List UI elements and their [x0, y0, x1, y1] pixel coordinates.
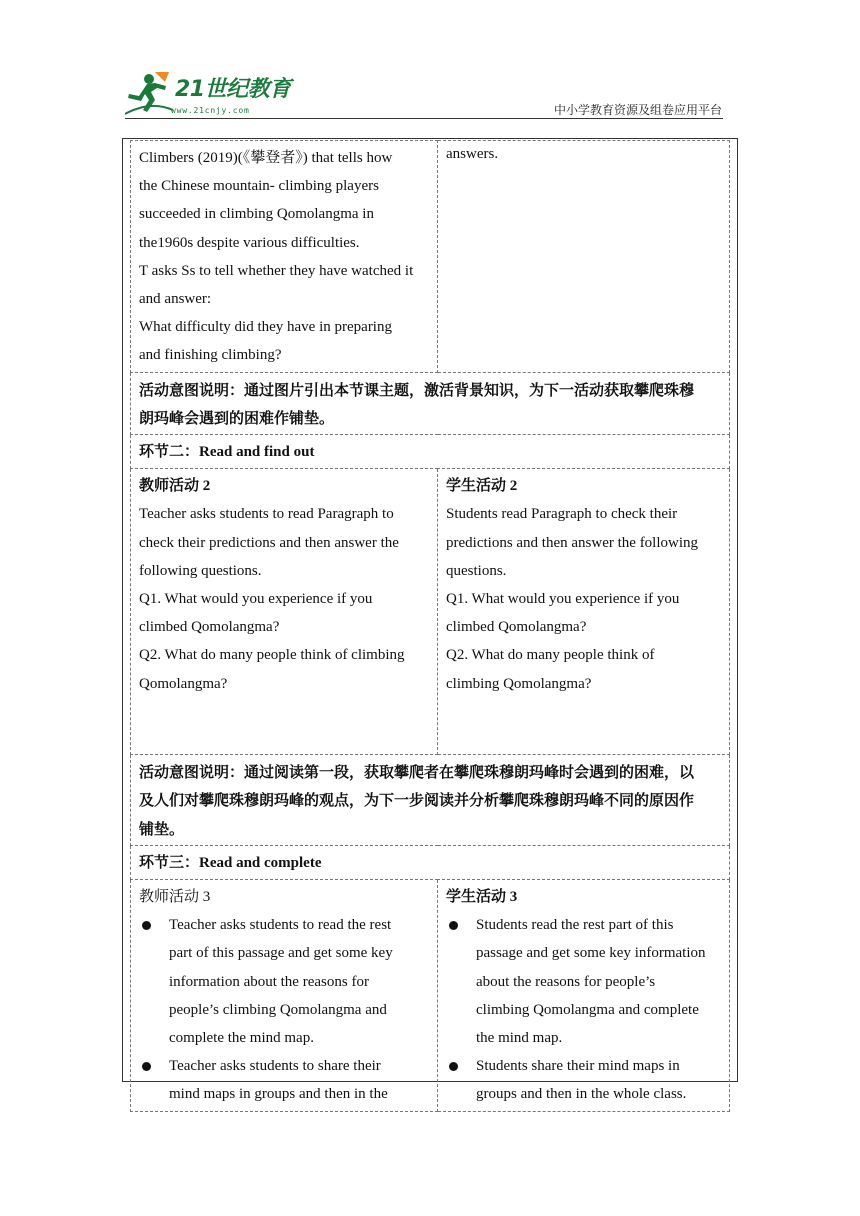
bullet-icon — [449, 1062, 458, 1071]
student-activity-2-title: 学生活动 2 — [446, 478, 518, 495]
table-row — [131, 880, 730, 1112]
bullet-item — [446, 1052, 723, 1108]
text-line: 活动意图说明：通过图片引出本节课主题，激活背景知识，为下一活动获取攀爬珠穆 — [139, 380, 695, 399]
student-activity-1-cell — [438, 141, 730, 373]
text-line: and finishing climbing? — [139, 347, 282, 364]
runner-icon — [125, 70, 175, 116]
text-line: Students read the rest part of this — [476, 917, 674, 934]
teacher-activity-1-cell — [131, 141, 438, 373]
text-line: the1960s despite various difficulties. — [139, 234, 360, 251]
table-row — [131, 372, 730, 434]
text-line: information about the reasons for — [169, 973, 369, 990]
activity-intent-2 — [131, 755, 730, 846]
activity-table — [130, 140, 730, 1112]
teacher-activity-2-cell — [131, 469, 438, 755]
text-line: T asks Ss to tell whether they have watched it — [139, 262, 414, 279]
teacher-activity-2-title: 教师活动 2 — [139, 478, 211, 495]
text-line: Students read Paragraph to check their — [446, 506, 678, 523]
text-line: about the reasons for people’s — [476, 973, 656, 990]
page-header — [0, 0, 860, 120]
student-activity-2-cell — [438, 469, 730, 755]
text-line: Students share their mind maps in — [476, 1058, 680, 1075]
lesson-plan-document — [122, 138, 738, 1103]
text-line: people’s climbing Qomolangma and — [169, 1001, 387, 1018]
text-line: climbing Qomolangma? — [446, 675, 592, 692]
text-line: following questions. — [139, 562, 262, 579]
text-line: the mind map. — [476, 1030, 563, 1047]
text-line: 铺垫。 — [139, 819, 185, 838]
text-line: Teacher asks students to share their — [169, 1058, 381, 1075]
text-line: succeeded in climbing Qomolangma in — [139, 206, 374, 223]
text-line: Qomolangma? — [139, 675, 228, 692]
header-divider — [125, 118, 723, 119]
bullet-item — [139, 911, 431, 1052]
bullet-icon — [142, 921, 151, 930]
student-activity-3-cell — [438, 880, 730, 1112]
text-line: passage and get some key information — [476, 945, 706, 962]
text-line: climbed Qomolangma? — [446, 619, 587, 636]
text-line: Climbers (2019)(《攀登者》) that tells how — [139, 150, 393, 166]
text-line: check their predictions and then answer the — [139, 534, 399, 551]
logo-text: 21世纪教育 — [175, 77, 291, 102]
bullet-item — [446, 911, 723, 1052]
text-line: Q2. What do many people think of climbing — [139, 647, 405, 664]
text-line: Q1. What would you experience if you — [139, 591, 373, 608]
table-row — [131, 435, 730, 469]
text-line: questions. — [446, 562, 507, 579]
text-line: predictions and then answer the following — [446, 534, 699, 551]
step-2-title: 环节二：Read and find out — [131, 435, 730, 469]
step-3-title: 环节三：Read and complete — [131, 845, 730, 879]
student-activity-3-title: 学生活动 3 — [446, 889, 518, 906]
table-row — [131, 755, 730, 846]
text-line: Teacher asks students to read the rest — [169, 917, 392, 934]
text-line: mind maps in groups and then in the — [169, 1086, 388, 1103]
site-logo — [125, 70, 295, 120]
table-row — [131, 141, 730, 373]
teacher-activity-3-title: 教师活动 3 — [139, 889, 211, 906]
table-row — [131, 469, 730, 755]
text-line: the Chinese mountain- climbing players — [139, 178, 379, 195]
bullet-item — [139, 1052, 431, 1108]
text-line: complete the mind map. — [169, 1030, 314, 1047]
text-line: Teacher asks students to read Paragraph to — [139, 506, 394, 523]
bullet-icon — [449, 921, 458, 930]
text-line: Q2. What do many people think of — [446, 647, 655, 664]
text-line: groups and then in the whole class. — [476, 1086, 687, 1103]
text-line: climbed Qomolangma? — [139, 619, 280, 636]
text-line: answers. — [446, 146, 499, 162]
bullet-icon — [142, 1062, 151, 1071]
platform-title: 中小学教育资源及组卷应用平台 — [553, 103, 722, 117]
activity-intent-1 — [131, 372, 730, 434]
logo-url: www.21cnjy.com — [171, 106, 250, 115]
text-line: 活动意图说明：通过阅读第一段，获取攀爬者在攀爬珠穆朗玛峰时会遇到的困难，以 — [139, 763, 695, 782]
text-line: climbing Qomolangma and complete — [476, 1001, 699, 1018]
text-line: 朗玛峰会遇到的困难作铺垫。 — [139, 408, 335, 427]
table-row — [131, 845, 730, 879]
text-line: Q1. What would you experience if you — [446, 591, 680, 608]
text-line: and answer: — [139, 291, 212, 308]
teacher-activity-3-cell — [131, 880, 438, 1112]
text-line: part of this passage and get some key — [169, 945, 393, 962]
text-line: What difficulty did they have in preparing — [139, 319, 392, 336]
text-line: 及人们对攀爬珠穆朗玛峰的观点，为下一步阅读并分析攀爬珠穆朗玛峰不同的原因作 — [139, 791, 695, 810]
